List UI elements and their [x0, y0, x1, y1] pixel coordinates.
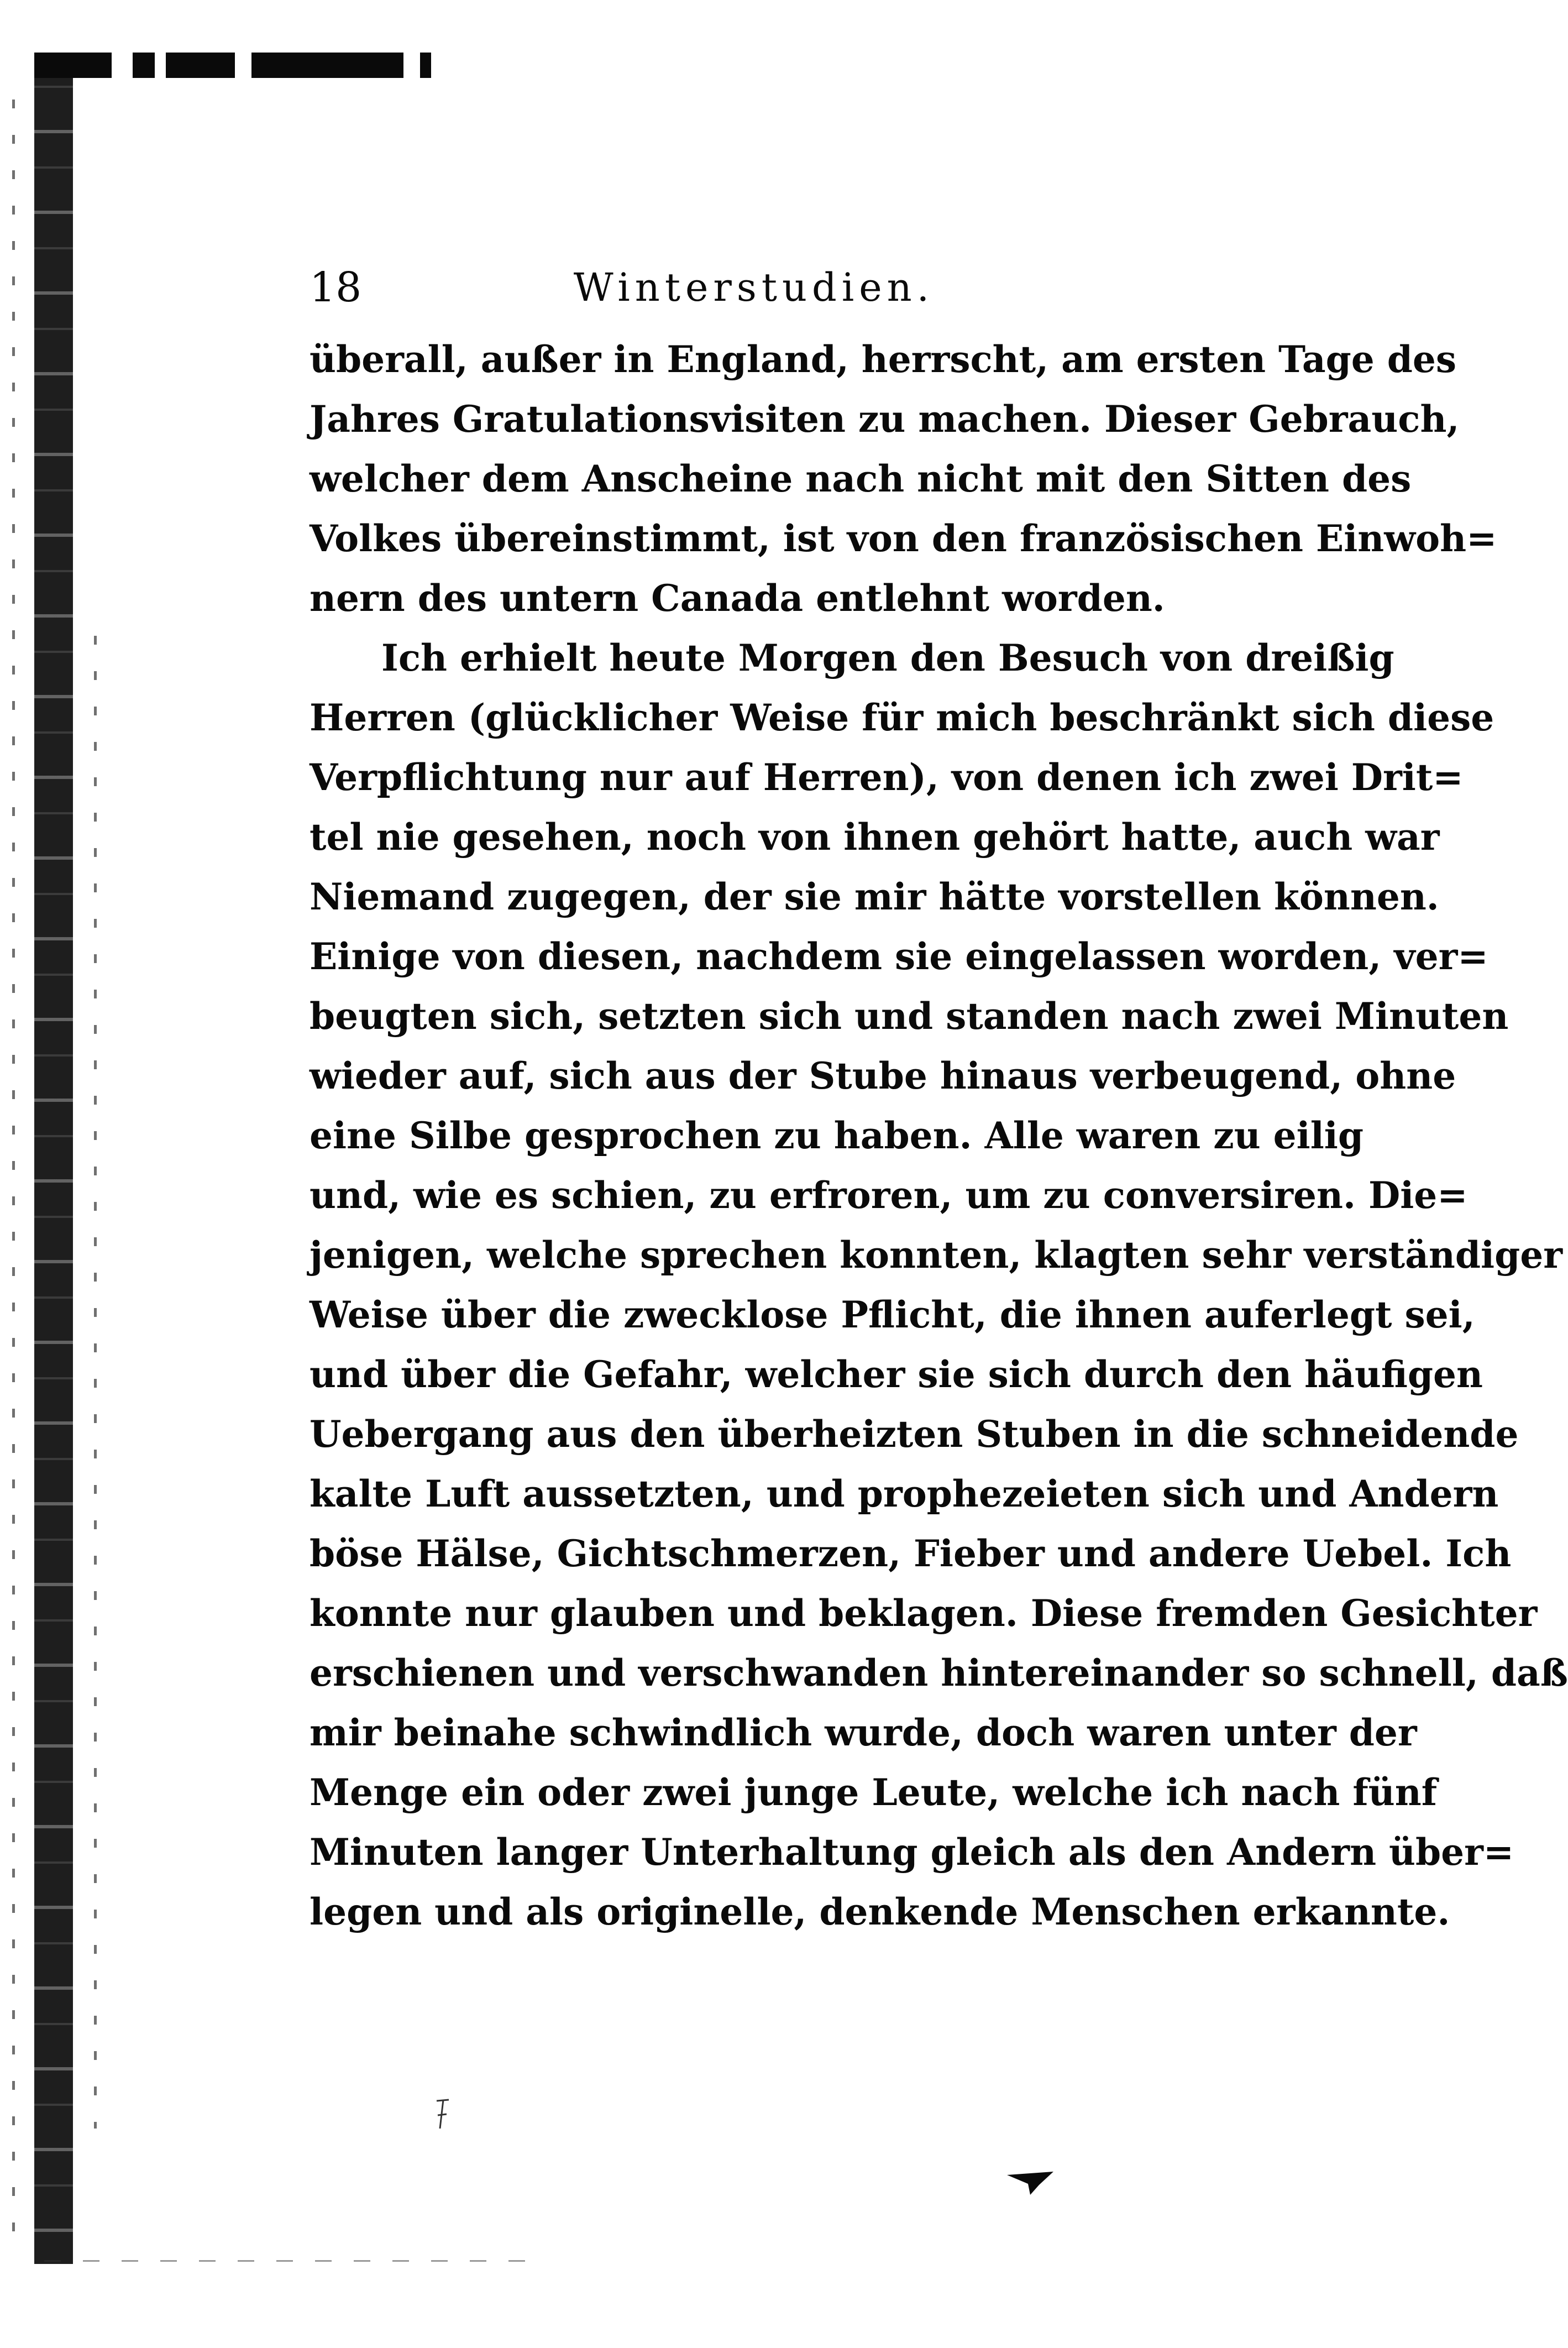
text-line: Menge ein oder zwei junge Leute, welche ich nach fünf — [310, 1771, 1438, 1814]
scan-spine-dots-2 — [94, 636, 97, 2129]
page-header — [310, 260, 934, 315]
text-line: wieder auf, sich aus der Stube hinaus verbeugend, ohne — [310, 1054, 1456, 1097]
text-line: und, wie es schien, zu erfroren, um zu conversiren. Die= — [310, 1174, 1468, 1217]
text-line: mir beinahe schwindlich wurde, doch waren unter der — [310, 1711, 1417, 1754]
text-line: erschienen und verschwanden hintereinander so schnell, daß — [310, 1651, 1568, 1695]
text-line: Weise über die zwecklose Pflicht, die ihnen auferlegt sei, — [310, 1293, 1475, 1336]
scan-top-bar-4 — [251, 53, 403, 78]
text-line: Niemand zugegen, der sie mir hätte vorstellen können. — [310, 875, 1439, 918]
text-line: überall, außer in England, herrscht, am ersten Tage des — [310, 338, 1457, 381]
text-line: Verpflichtung nur auf Herren), von denen ich zwei Drit= — [310, 756, 1464, 799]
text-line: Einige von diesen, nachdem sie eingelassen worden, ver= — [310, 935, 1488, 978]
scan-top-bar-5 — [420, 53, 431, 78]
text-line: Jahres Gratulationsvisiten zu machen. Dieser Gebrauch, — [310, 398, 1460, 441]
scan-spine-edge — [34, 53, 73, 2264]
body-text — [310, 330, 1568, 1942]
running-title: Winterstudien. — [573, 265, 934, 310]
text-line: Uebergang aus den überheizten Stuben in die schneidende — [310, 1413, 1519, 1456]
text-line: Herren (glücklicher Weise für mich beschränkt sich diese — [310, 696, 1494, 739]
text-line: legen und als originelle, denkende Menschen erkannte. — [310, 1890, 1450, 1933]
text-line: tel nie gesehen, noch von ihnen gehört hatte, auch war — [310, 815, 1440, 859]
text-line: beugten sich, setzten sich und standen nach zwei Minuten — [310, 995, 1509, 1038]
scan-top-bar-3 — [166, 53, 235, 78]
text-line: kalte Luft aussetzten, und prophezeieten sich und Andern — [310, 1472, 1499, 1515]
scan-top-bar-2 — [133, 53, 155, 78]
text-line: nern des untern Canada entlehnt worden. — [310, 577, 1165, 620]
text-line: eine Silbe gesprochen zu haben. Alle waren zu eilig — [310, 1114, 1364, 1157]
text-line: Ich erhielt heute Morgen den Besuch von dreißig — [381, 636, 1394, 679]
text-line: und über die Gefahr, welcher sie sich durch den häufigen — [310, 1353, 1483, 1396]
text-line: Minuten langer Unterhaltung gleich als den Andern über= — [310, 1831, 1514, 1874]
scan-bottom-rule — [44, 2260, 542, 2262]
text-line: böse Hälse, Gichtschmerzen, Fieber und andere Uebel. Ich — [310, 1532, 1512, 1575]
text-line: welcher dem Anscheine nach nicht mit den Sitten des — [310, 457, 1412, 500]
scan-spine-dots-1 — [12, 100, 15, 2256]
text-line: jenigen, welche sprechen konnten, klagten sehr verständiger — [310, 1233, 1563, 1277]
text-line: Volkes übereinstimmt, ist von den französischen Einwoh= — [310, 517, 1497, 560]
text-line: konnte nur glauben und beklagen. Diese fremden Gesichter — [310, 1592, 1538, 1635]
ink-smudge-mark — [1006, 2167, 1056, 2200]
pencil-mark — [431, 2095, 453, 2134]
page-number: 18 — [310, 264, 362, 311]
